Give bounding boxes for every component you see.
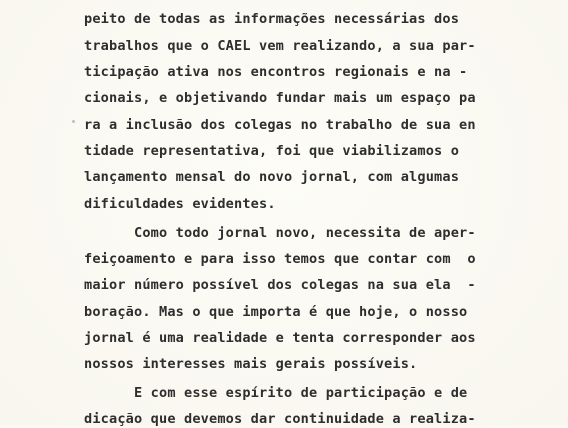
text-line: Como todo jornal novo, necessita de aper- <box>84 225 476 241</box>
text-line: ra a inclusão dos colegas no trabalho de sua en <box>84 117 476 133</box>
ink-smudge <box>72 120 75 123</box>
text-line: nossos interesses mais gerais possíveis. <box>84 356 418 372</box>
text-line: dicação que devemos dar continuidade a realiza- <box>84 411 476 427</box>
text-line: peito de todas as informações necessárias dos <box>84 11 460 27</box>
text-line: ticipação ativa nos encontros regionais e na - <box>84 64 468 80</box>
text-line: cionais, e objetivando fundar mais um espaço pa <box>84 90 476 106</box>
text-line: maior número possível dos colegas na sua ela - <box>84 277 476 293</box>
text-line: jornal é uma realidade e tenta corresponder aos <box>84 330 476 346</box>
text-line: lançamento mensal do novo jornal, com algumas <box>84 169 460 185</box>
text-line: boração. Mas o que importa é que hoje, o nosso <box>84 304 468 320</box>
text-line: E com esse espírito de participação e de <box>84 385 468 401</box>
text-line: trabalhos que o CAEL vem realizando, a sua par- <box>84 38 476 54</box>
text-line: dificuldades evidentes. <box>84 196 276 212</box>
text-line: tidade representativa, foi que viabilizamos o <box>84 143 460 159</box>
text-line: feiçoamento e para isso temos que contar com o <box>84 251 476 267</box>
cut-off-top-text <box>82 0 162 2</box>
